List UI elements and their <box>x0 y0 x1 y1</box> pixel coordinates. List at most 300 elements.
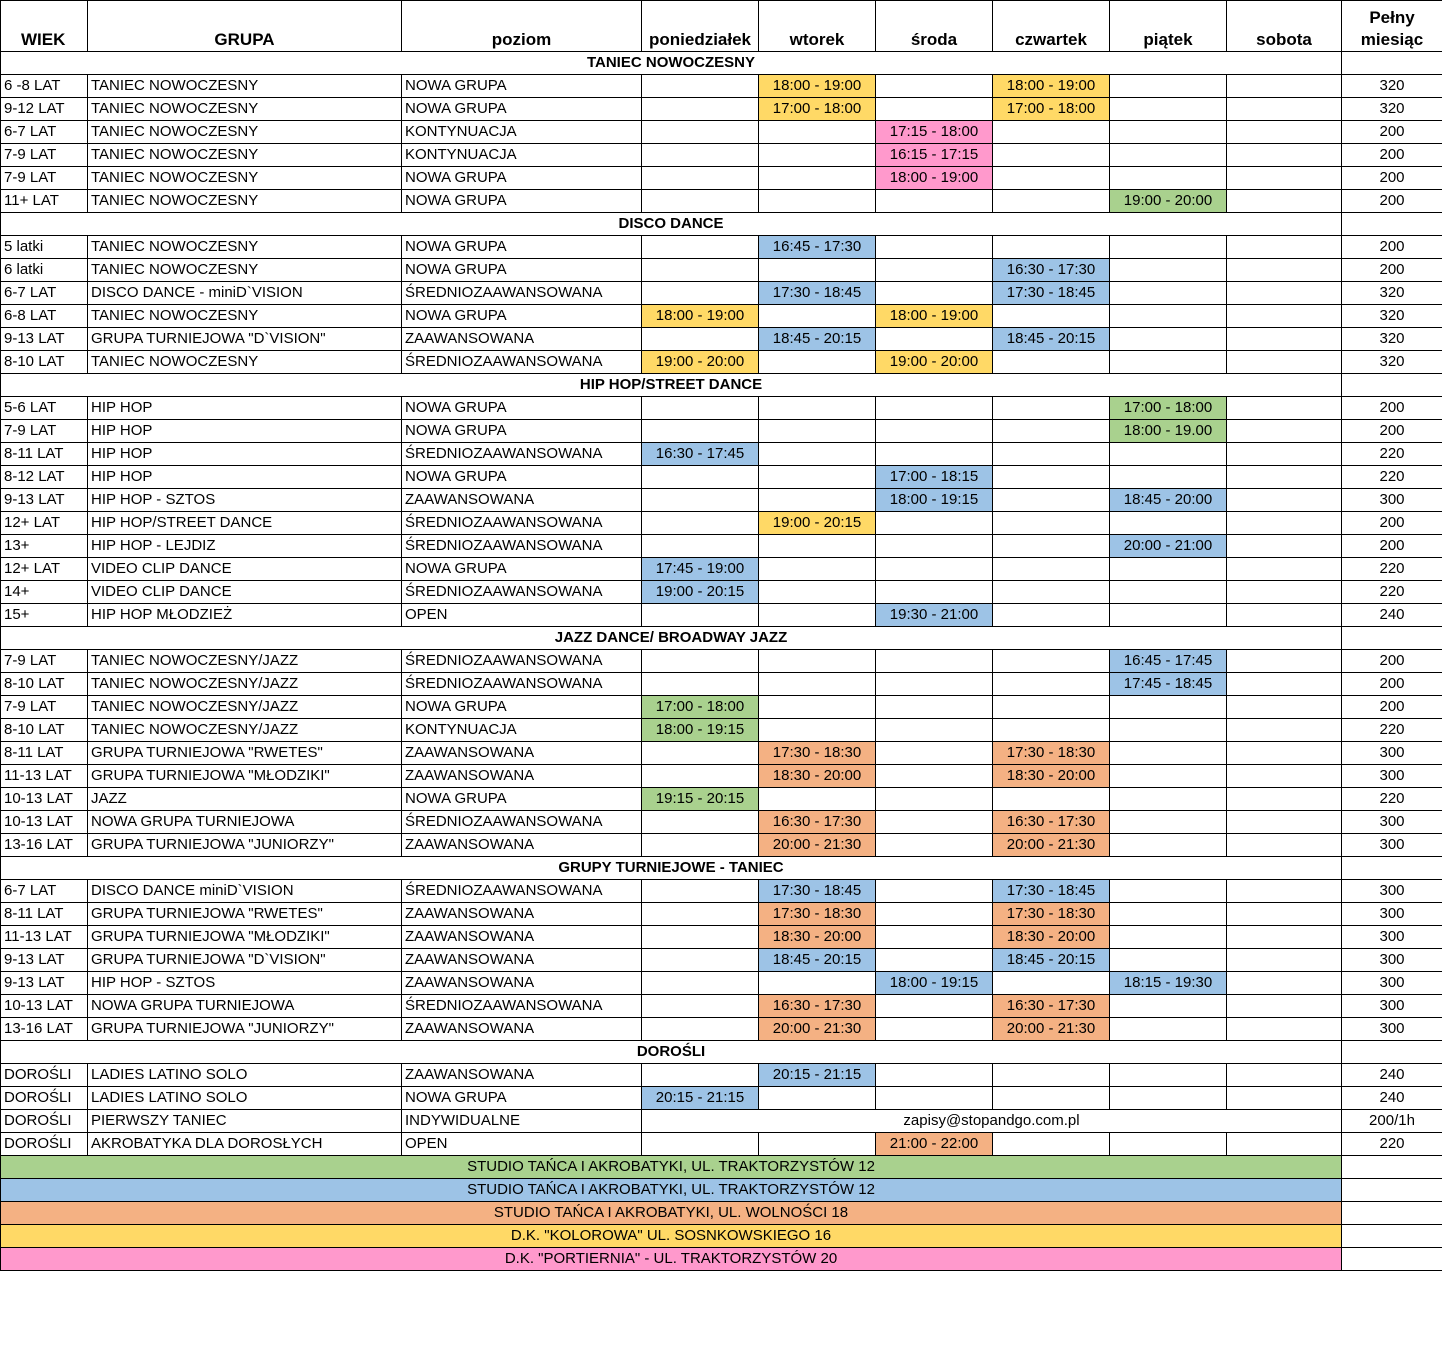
level-cell: ZAAWANSOWANA <box>402 972 642 995</box>
empty-slot-thu <box>993 144 1110 167</box>
age-cell: 6-7 LAT <box>1 282 88 305</box>
empty-slot-mon <box>642 903 759 926</box>
level-cell: INDYWIDUALNE <box>402 1110 642 1133</box>
table-row <box>1 98 1442 121</box>
price-cell: 320 <box>1342 98 1442 121</box>
empty-slot-wed <box>876 742 993 765</box>
section-price-blank <box>1342 213 1442 236</box>
time-slot-tue: 17:00 - 18:00 <box>759 98 876 121</box>
price-cell: 300 <box>1342 742 1442 765</box>
note-cell: zapisy@stopandgo.com.pl <box>642 1110 1342 1133</box>
table-row <box>1 926 1442 949</box>
age-cell: DOROŚLI <box>1 1110 88 1133</box>
time-slot-mon: 18:00 - 19:00 <box>642 305 759 328</box>
group-cell: TANIEC NOWOCZESNY/JAZZ <box>88 673 402 696</box>
level-cell: ZAAWANSOWANA <box>402 926 642 949</box>
level-cell: ŚREDNIOZAAWANSOWANA <box>402 351 642 374</box>
empty-slot-tue <box>759 443 876 466</box>
price-cell: 200 <box>1342 167 1442 190</box>
empty-slot-wed <box>876 1064 993 1087</box>
empty-slot-tue <box>759 535 876 558</box>
empty-slot-sat <box>1227 719 1342 742</box>
level-cell: ŚREDNIOZAAWANSOWANA <box>402 581 642 604</box>
time-slot-mon: 17:00 - 18:00 <box>642 696 759 719</box>
empty-slot-sat <box>1227 236 1342 259</box>
schedule-body <box>1 52 1442 1156</box>
empty-slot-fri <box>1110 1064 1227 1087</box>
price-cell: 320 <box>1342 351 1442 374</box>
age-cell: 8-12 LAT <box>1 466 88 489</box>
empty-slot-tue <box>759 489 876 512</box>
level-cell: ŚREDNIOZAAWANSOWANA <box>402 673 642 696</box>
group-cell: TANIEC NOWOCZESNY <box>88 259 402 282</box>
age-cell: 10-13 LAT <box>1 788 88 811</box>
price-cell: 200 <box>1342 236 1442 259</box>
time-slot-thu: 17:30 - 18:30 <box>993 742 1110 765</box>
time-slot-fri: 16:45 - 17:45 <box>1110 650 1227 673</box>
header-saturday: sobota <box>1227 1 1342 52</box>
level-cell: KONTYNUACJA <box>402 144 642 167</box>
level-cell: ŚREDNIOZAAWANSOWANA <box>402 811 642 834</box>
empty-slot-thu <box>993 719 1110 742</box>
empty-slot-sat <box>1227 811 1342 834</box>
empty-slot-sat <box>1227 282 1342 305</box>
age-cell: 9-13 LAT <box>1 328 88 351</box>
time-slot-tue: 18:30 - 20:00 <box>759 926 876 949</box>
price-cell: 220 <box>1342 788 1442 811</box>
table-row <box>1 719 1442 742</box>
price-cell: 220 <box>1342 558 1442 581</box>
legend-blank <box>1342 1156 1442 1179</box>
age-cell: 10-13 LAT <box>1 811 88 834</box>
age-cell: 5-6 LAT <box>1 397 88 420</box>
empty-slot-sat <box>1227 397 1342 420</box>
empty-slot-sat <box>1227 880 1342 903</box>
level-cell: ZAAWANSOWANA <box>402 1064 642 1087</box>
empty-slot-tue <box>759 696 876 719</box>
empty-slot-tue <box>759 650 876 673</box>
empty-slot-mon <box>642 535 759 558</box>
time-slot-tue: 19:00 - 20:15 <box>759 512 876 535</box>
empty-slot-fri <box>1110 305 1227 328</box>
table-row <box>1 190 1442 213</box>
empty-slot-wed <box>876 949 993 972</box>
group-cell: TANIEC NOWOCZESNY/JAZZ <box>88 650 402 673</box>
price-cell: 300 <box>1342 880 1442 903</box>
time-slot-thu: 18:30 - 20:00 <box>993 765 1110 788</box>
empty-slot-fri <box>1110 328 1227 351</box>
header-friday: piątek <box>1110 1 1227 52</box>
section-price-blank <box>1342 52 1442 75</box>
time-slot-tue: 17:30 - 18:30 <box>759 742 876 765</box>
empty-slot-wed <box>876 236 993 259</box>
price-cell: 300 <box>1342 1018 1442 1041</box>
level-cell: NOWA GRUPA <box>402 98 642 121</box>
empty-slot-mon <box>642 144 759 167</box>
age-cell: 9-13 LAT <box>1 972 88 995</box>
empty-slot-sat <box>1227 788 1342 811</box>
empty-slot-sat <box>1227 420 1342 443</box>
time-slot-fri: 18:15 - 19:30 <box>1110 972 1227 995</box>
time-slot-wed: 17:00 - 18:15 <box>876 466 993 489</box>
empty-slot-sat <box>1227 972 1342 995</box>
table-row <box>1 834 1442 857</box>
time-slot-thu: 17:30 - 18:45 <box>993 880 1110 903</box>
time-slot-fri: 20:00 - 21:00 <box>1110 535 1227 558</box>
table-row <box>1 282 1442 305</box>
level-cell: ZAAWANSOWANA <box>402 1018 642 1041</box>
empty-slot-mon <box>642 282 759 305</box>
table-row <box>1 1133 1442 1156</box>
group-cell: DISCO DANCE - miniD`VISION <box>88 282 402 305</box>
price-cell: 240 <box>1342 1064 1442 1087</box>
level-cell: OPEN <box>402 1133 642 1156</box>
empty-slot-fri <box>1110 98 1227 121</box>
empty-slot-fri <box>1110 811 1227 834</box>
table-row <box>1 811 1442 834</box>
price-cell: 240 <box>1342 1087 1442 1110</box>
level-cell: ZAAWANSOWANA <box>402 742 642 765</box>
table-row <box>1 558 1442 581</box>
age-cell: 7-9 LAT <box>1 696 88 719</box>
price-cell: 300 <box>1342 949 1442 972</box>
age-cell: 6-8 LAT <box>1 305 88 328</box>
price-cell: 320 <box>1342 305 1442 328</box>
time-slot-thu: 18:45 - 20:15 <box>993 949 1110 972</box>
legend-row <box>1 1225 1442 1248</box>
group-cell: TANIEC NOWOCZESNY <box>88 121 402 144</box>
empty-slot-fri <box>1110 466 1227 489</box>
empty-slot-fri <box>1110 765 1227 788</box>
section-header-row <box>1 52 1442 75</box>
empty-slot-mon <box>642 167 759 190</box>
table-row <box>1 1110 1442 1133</box>
empty-slot-sat <box>1227 926 1342 949</box>
empty-slot-wed <box>876 811 993 834</box>
empty-slot-thu <box>993 673 1110 696</box>
price-cell: 300 <box>1342 765 1442 788</box>
empty-slot-sat <box>1227 351 1342 374</box>
time-slot-tue: 16:30 - 17:30 <box>759 995 876 1018</box>
time-slot-thu: 20:00 - 21:30 <box>993 834 1110 857</box>
empty-slot-wed <box>876 75 993 98</box>
empty-slot-sat <box>1227 259 1342 282</box>
time-slot-thu: 17:30 - 18:45 <box>993 282 1110 305</box>
age-cell: 11-13 LAT <box>1 926 88 949</box>
empty-slot-sat <box>1227 765 1342 788</box>
age-cell: 9-13 LAT <box>1 949 88 972</box>
age-cell: 12+ LAT <box>1 512 88 535</box>
time-slot-wed: 19:30 - 21:00 <box>876 604 993 627</box>
empty-slot-wed <box>876 190 993 213</box>
time-slot-wed: 16:15 - 17:15 <box>876 144 993 167</box>
legend-blank <box>1342 1179 1442 1202</box>
age-cell: 7-9 LAT <box>1 420 88 443</box>
age-cell: 8-10 LAT <box>1 351 88 374</box>
level-cell: KONTYNUACJA <box>402 719 642 742</box>
level-cell: ŚREDNIOZAAWANSOWANA <box>402 443 642 466</box>
legend-row <box>1 1202 1442 1225</box>
table-row <box>1 167 1442 190</box>
table-row <box>1 397 1442 420</box>
empty-slot-thu <box>993 535 1110 558</box>
time-slot-wed: 18:00 - 19:15 <box>876 489 993 512</box>
price-cell: 200 <box>1342 420 1442 443</box>
empty-slot-wed <box>876 512 993 535</box>
header-level: poziom <box>402 1 642 52</box>
section-header-row <box>1 1041 1442 1064</box>
age-cell: 8-11 LAT <box>1 742 88 765</box>
empty-slot-sat <box>1227 650 1342 673</box>
age-cell: 9-13 LAT <box>1 489 88 512</box>
empty-slot-wed <box>876 765 993 788</box>
empty-slot-tue <box>759 397 876 420</box>
time-slot-mon: 19:00 - 20:15 <box>642 581 759 604</box>
age-cell: DOROŚLI <box>1 1087 88 1110</box>
empty-slot-thu <box>993 650 1110 673</box>
price-cell: 200 <box>1342 144 1442 167</box>
empty-slot-sat <box>1227 1018 1342 1041</box>
age-cell: 13-16 LAT <box>1 1018 88 1041</box>
header-tuesday: wtorek <box>759 1 876 52</box>
empty-slot-thu <box>993 1087 1110 1110</box>
level-cell: NOWA GRUPA <box>402 788 642 811</box>
empty-slot-wed <box>876 535 993 558</box>
legend-row <box>1 1248 1442 1271</box>
empty-slot-sat <box>1227 1133 1342 1156</box>
group-cell: HIP HOP/STREET DANCE <box>88 512 402 535</box>
empty-slot-thu <box>993 972 1110 995</box>
header-full-month: Pełny miesiąc <box>1342 1 1442 52</box>
table-row <box>1 259 1442 282</box>
price-cell: 220 <box>1342 581 1442 604</box>
empty-slot-thu <box>993 604 1110 627</box>
age-cell: 8-10 LAT <box>1 719 88 742</box>
level-cell: ZAAWANSOWANA <box>402 489 642 512</box>
empty-slot-tue <box>759 259 876 282</box>
empty-slot-tue <box>759 167 876 190</box>
time-slot-fri: 18:00 - 19.00 <box>1110 420 1227 443</box>
empty-slot-fri <box>1110 259 1227 282</box>
empty-slot-mon <box>642 1064 759 1087</box>
empty-slot-sat <box>1227 328 1342 351</box>
empty-slot-thu <box>993 236 1110 259</box>
empty-slot-wed <box>876 558 993 581</box>
age-cell: 7-9 LAT <box>1 650 88 673</box>
header-row <box>1 1 1442 52</box>
time-slot-tue: 18:30 - 20:00 <box>759 765 876 788</box>
empty-slot-tue <box>759 581 876 604</box>
empty-slot-mon <box>642 75 759 98</box>
section-title: HIP HOP/STREET DANCE <box>1 374 1342 397</box>
section-title: GRUPY TURNIEJOWE - TANIEC <box>1 857 1342 880</box>
price-cell: 200 <box>1342 673 1442 696</box>
section-title: DOROŚLI <box>1 1041 1342 1064</box>
group-cell: VIDEO CLIP DANCE <box>88 581 402 604</box>
empty-slot-fri <box>1110 282 1227 305</box>
table-row <box>1 75 1442 98</box>
empty-slot-wed <box>876 834 993 857</box>
empty-slot-thu <box>993 489 1110 512</box>
level-cell: ŚREDNIOZAAWANSOWANA <box>402 535 642 558</box>
level-cell: ŚREDNIOZAAWANSOWANA <box>402 650 642 673</box>
empty-slot-fri <box>1110 834 1227 857</box>
legend-blank <box>1342 1202 1442 1225</box>
group-cell: TANIEC NOWOCZESNY <box>88 75 402 98</box>
price-cell: 200/1h <box>1342 1110 1442 1133</box>
time-slot-fri: 17:45 - 18:45 <box>1110 673 1227 696</box>
empty-slot-sat <box>1227 903 1342 926</box>
age-cell: 6 latki <box>1 259 88 282</box>
empty-slot-thu <box>993 190 1110 213</box>
group-cell: GRUPA TURNIEJOWA "MŁODZIKI" <box>88 926 402 949</box>
group-cell: GRUPA TURNIEJOWA "JUNIORZY" <box>88 1018 402 1041</box>
empty-slot-mon <box>642 673 759 696</box>
empty-slot-mon <box>642 949 759 972</box>
price-cell: 240 <box>1342 604 1442 627</box>
empty-slot-thu <box>993 420 1110 443</box>
empty-slot-sat <box>1227 443 1342 466</box>
empty-slot-mon <box>642 972 759 995</box>
price-cell: 300 <box>1342 995 1442 1018</box>
age-cell: 11-13 LAT <box>1 765 88 788</box>
empty-slot-sat <box>1227 604 1342 627</box>
section-title: TANIEC NOWOCZESNY <box>1 52 1342 75</box>
age-cell: 14+ <box>1 581 88 604</box>
empty-slot-fri <box>1110 604 1227 627</box>
table-row <box>1 305 1442 328</box>
legend-item: STUDIO TAŃCA I AKROBATYKI, UL. TRAKTORZYSTÓW 12 <box>1 1156 1342 1179</box>
time-slot-thu: 17:00 - 18:00 <box>993 98 1110 121</box>
empty-slot-sat <box>1227 581 1342 604</box>
section-price-blank <box>1342 374 1442 397</box>
header-group: GRUPA <box>88 1 402 52</box>
empty-slot-mon <box>642 765 759 788</box>
price-cell: 300 <box>1342 926 1442 949</box>
age-cell: 8-11 LAT <box>1 443 88 466</box>
price-cell: 200 <box>1342 535 1442 558</box>
empty-slot-fri <box>1110 1133 1227 1156</box>
group-cell: DISCO DANCE miniD`VISION <box>88 880 402 903</box>
time-slot-mon: 20:15 - 21:15 <box>642 1087 759 1110</box>
group-cell: GRUPA TURNIEJOWA "RWETES" <box>88 903 402 926</box>
group-cell: HIP HOP - SZTOS <box>88 489 402 512</box>
empty-slot-tue <box>759 420 876 443</box>
time-slot-tue: 17:30 - 18:30 <box>759 903 876 926</box>
time-slot-thu: 18:45 - 20:15 <box>993 328 1110 351</box>
time-slot-thu: 17:30 - 18:30 <box>993 903 1110 926</box>
empty-slot-fri <box>1110 167 1227 190</box>
section-title: JAZZ DANCE/ BROADWAY JAZZ <box>1 627 1342 650</box>
empty-slot-mon <box>642 397 759 420</box>
age-cell: 13-16 LAT <box>1 834 88 857</box>
table-row <box>1 581 1442 604</box>
empty-slot-thu <box>993 397 1110 420</box>
time-slot-mon: 16:30 - 17:45 <box>642 443 759 466</box>
age-cell: 12+ LAT <box>1 558 88 581</box>
legend-row <box>1 1179 1442 1202</box>
time-slot-mon: 19:15 - 20:15 <box>642 788 759 811</box>
group-cell: GRUPA TURNIEJOWA "RWETES" <box>88 742 402 765</box>
empty-slot-tue <box>759 190 876 213</box>
time-slot-tue: 16:45 - 17:30 <box>759 236 876 259</box>
group-cell: HIP HOP MŁODZIEŻ <box>88 604 402 627</box>
table-row <box>1 489 1442 512</box>
empty-slot-mon <box>642 190 759 213</box>
group-cell: NOWA GRUPA TURNIEJOWA <box>88 811 402 834</box>
section-header-row <box>1 213 1442 236</box>
empty-slot-mon <box>642 98 759 121</box>
level-cell: NOWA GRUPA <box>402 259 642 282</box>
group-cell: LADIES LATINO SOLO <box>88 1087 402 1110</box>
table-row <box>1 466 1442 489</box>
time-slot-mon: 19:00 - 20:00 <box>642 351 759 374</box>
age-cell: 6-7 LAT <box>1 121 88 144</box>
age-cell: DOROŚLI <box>1 1133 88 1156</box>
level-cell: NOWA GRUPA <box>402 397 642 420</box>
empty-slot-wed <box>876 673 993 696</box>
group-cell: TANIEC NOWOCZESNY <box>88 167 402 190</box>
empty-slot-sat <box>1227 512 1342 535</box>
empty-slot-fri <box>1110 121 1227 144</box>
group-cell: GRUPA TURNIEJOWA "JUNIORZY" <box>88 834 402 857</box>
empty-slot-wed <box>876 259 993 282</box>
level-cell: ŚREDNIOZAAWANSOWANA <box>402 282 642 305</box>
time-slot-wed: 18:00 - 19:15 <box>876 972 993 995</box>
group-cell: HIP HOP <box>88 420 402 443</box>
empty-slot-tue <box>759 305 876 328</box>
time-slot-thu: 16:30 - 17:30 <box>993 811 1110 834</box>
price-cell: 320 <box>1342 75 1442 98</box>
section-header-row <box>1 374 1442 397</box>
age-cell: 8-11 LAT <box>1 903 88 926</box>
level-cell: ZAAWANSOWANA <box>402 903 642 926</box>
price-cell: 200 <box>1342 121 1442 144</box>
empty-slot-fri <box>1110 236 1227 259</box>
level-cell: ZAAWANSOWANA <box>402 765 642 788</box>
age-cell: 15+ <box>1 604 88 627</box>
empty-slot-fri <box>1110 1087 1227 1110</box>
level-cell: NOWA GRUPA <box>402 420 642 443</box>
group-cell: HIP HOP <box>88 397 402 420</box>
section-header-row <box>1 627 1442 650</box>
empty-slot-fri <box>1110 926 1227 949</box>
time-slot-tue: 20:00 - 21:30 <box>759 1018 876 1041</box>
empty-slot-tue <box>759 466 876 489</box>
time-slot-tue: 16:30 - 17:30 <box>759 811 876 834</box>
table-row <box>1 236 1442 259</box>
empty-slot-fri <box>1110 995 1227 1018</box>
empty-slot-sat <box>1227 190 1342 213</box>
level-cell: NOWA GRUPA <box>402 305 642 328</box>
empty-slot-thu <box>993 581 1110 604</box>
level-cell: ŚREDNIOZAAWANSOWANA <box>402 512 642 535</box>
time-slot-wed: 21:00 - 22:00 <box>876 1133 993 1156</box>
empty-slot-wed <box>876 1018 993 1041</box>
table-row <box>1 443 1442 466</box>
table-row <box>1 512 1442 535</box>
time-slot-thu: 20:00 - 21:30 <box>993 1018 1110 1041</box>
section-header-row <box>1 857 1442 880</box>
empty-slot-mon <box>642 466 759 489</box>
empty-slot-tue <box>759 1087 876 1110</box>
empty-slot-thu <box>993 351 1110 374</box>
empty-slot-wed <box>876 98 993 121</box>
section-title: DISCO DANCE <box>1 213 1342 236</box>
group-cell: LADIES LATINO SOLO <box>88 1064 402 1087</box>
group-cell: TANIEC NOWOCZESNY <box>88 236 402 259</box>
group-cell: TANIEC NOWOCZESNY <box>88 305 402 328</box>
